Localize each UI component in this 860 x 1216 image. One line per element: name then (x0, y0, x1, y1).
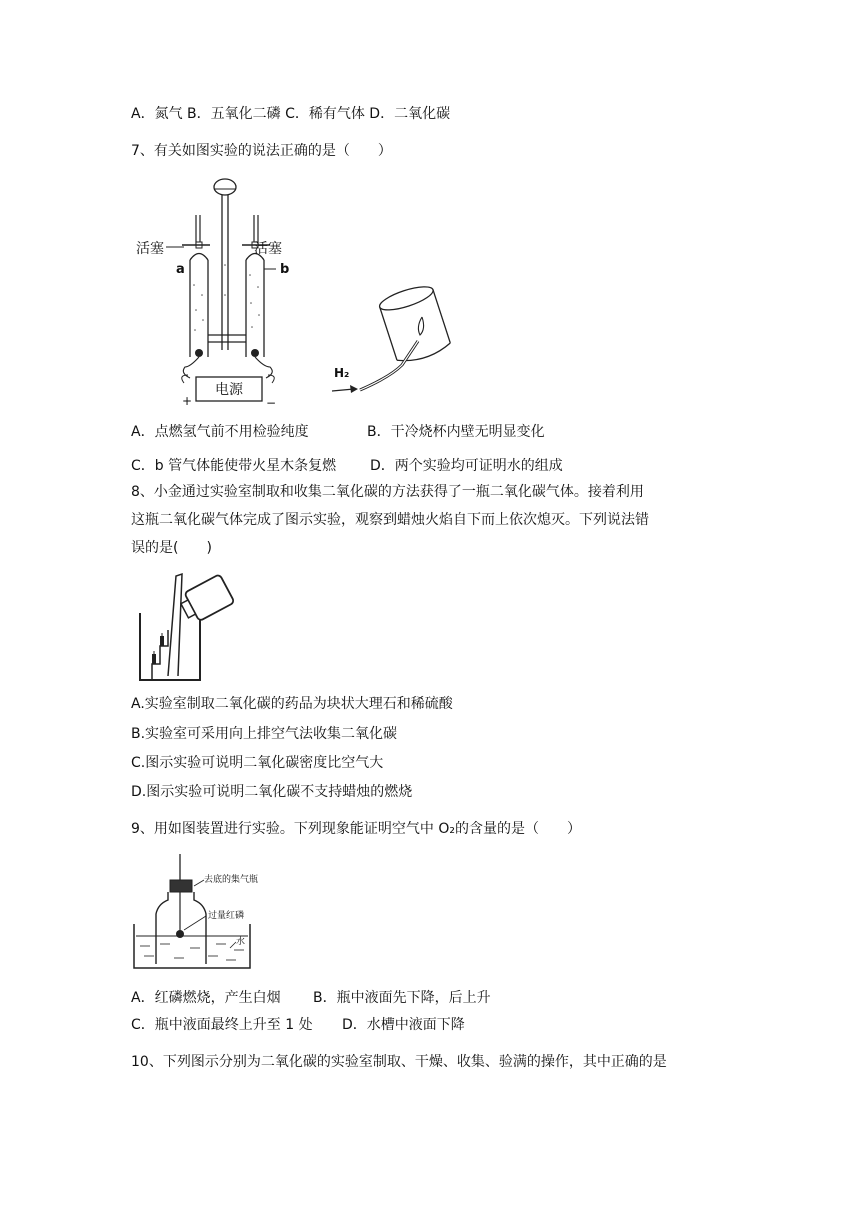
label-bottle: 去底的集气瓶 (204, 875, 259, 885)
q9-option-b: B．瓶中液面先下降，后上升 (313, 990, 491, 1006)
electrolysis-apparatus-figure (130, 175, 290, 410)
q9-option-d: D．水槽中液面下降 (342, 1017, 465, 1033)
label-phosphorus: 过量红磷 (208, 911, 245, 921)
q7-stem: 7、有关如图实验的说法正确的是（ ） (131, 143, 392, 159)
q8-stem-line3: 误的是( ) (131, 540, 212, 556)
label-water: 水 (236, 937, 246, 947)
q9-option-c: C．瓶中液面最终上升至 1 处 (131, 1017, 313, 1033)
q9-option-a: A．红磷燃烧，产生白烟 (131, 990, 281, 1006)
q8-option-c: C.图示实验可说明二氧化碳密度比空气大 (131, 755, 384, 771)
tube-b-label: b (280, 262, 290, 277)
q6-options: A．氮气 B．五氧化二磷 C．稀有气体 D．二氧化碳 (131, 106, 451, 122)
plus-sign: + (182, 394, 193, 408)
q8-option-a: A.实验室制取二氧化碳的药品为块状大理石和稀硫酸 (131, 696, 453, 712)
q8-option-d: D.图示实验可说明二氧化碳不支持蜡烛的燃烧 (131, 784, 413, 800)
q7-option-d: D．两个实验均可证明水的组成 (370, 458, 563, 474)
power-label: 电源 (215, 382, 243, 398)
phosphorus-bottle-figure (130, 852, 280, 972)
q8-stem-line2: 这瓶二氧化碳气体完成了图示实验，观察到蜡烛火焰自下而上依次熄灭。下列说法错 (131, 512, 649, 528)
hydrogen-combustion-figure (330, 285, 480, 405)
q10-stem: 10、下列图示分别为二氧化碳的实验室制取、干燥、收集、验满的操作，其中正确的是 (131, 1054, 667, 1070)
minus-sign: − (266, 396, 277, 410)
valve-right-label: 活塞 (254, 241, 282, 257)
q9-stem: 9、用如图装置进行实验。下列现象能证明空气中 O₂的含量的是（ ） (131, 821, 581, 837)
q7-option-c: C．b 管气体能使带火星木条复燃 (131, 458, 337, 474)
valve-left-label: 活塞 (136, 241, 164, 257)
q7-option-b: B．干冷烧杯内壁无明显变化 (367, 424, 545, 440)
co2-candle-figure (138, 568, 248, 683)
h2-label: H₂ (334, 366, 350, 380)
q8-option-b: B.实验室可采用向上排空气法收集二氧化碳 (131, 726, 398, 742)
q7-option-a: A．点燃氢气前不用检验纯度 (131, 424, 309, 440)
q8-stem-line1: 8、小金通过实验室制取和收集二氧化碳的方法获得了一瓶二氧化碳气体。接着利用 (131, 484, 644, 500)
tube-a-label: a (176, 262, 185, 277)
